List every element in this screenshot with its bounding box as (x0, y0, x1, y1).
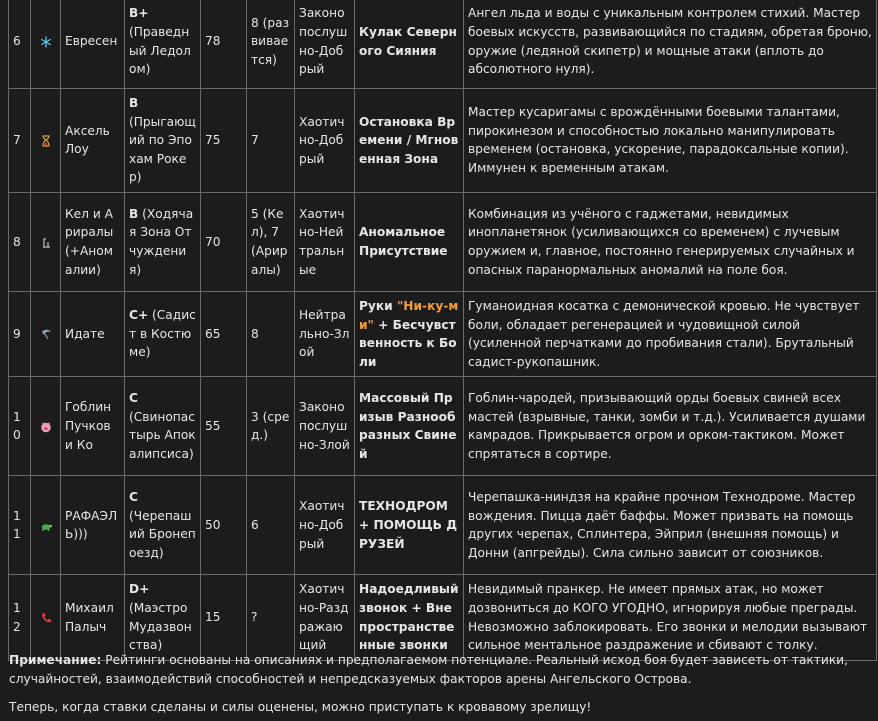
table-row (9, 377, 877, 476)
alignment: Нейтрально-Злой (295, 291, 355, 376)
row-number: 9 (9, 291, 31, 376)
note-label: Примечание: (9, 653, 102, 667)
rank-grade: B (129, 206, 139, 221)
power-score: 50 (201, 476, 247, 575)
signature-ability: Надоедливый звонок + Внепространственные звонки (355, 575, 464, 660)
pig-icon (31, 377, 61, 476)
row-number: 12 (9, 575, 31, 660)
power-score: 55 (201, 377, 247, 476)
table-row (9, 192, 877, 291)
ranking-table (8, 0, 877, 661)
signature-ability: Кулак Северного Сияния (355, 0, 464, 89)
rank-cell (125, 575, 201, 660)
description: Мастер кусаригамы с врождёнными боевыми талантами, пирокинезом и способностью локально манипулировать временем (остановка, ускорение, парадоксальные копии). Иммунен к временным атакам. (464, 89, 877, 193)
speed-value: 3 (сред.) (247, 377, 295, 476)
rank-title: (Праведный Ледолом) (129, 24, 191, 77)
rank-cell (125, 89, 201, 193)
row-number: 8 (9, 192, 31, 291)
signature-ability: Остановка Времени / Мгновенная Зона (355, 89, 464, 193)
ability-suffix: + Бесчувственность к Боли (359, 317, 457, 369)
power-score: 15 (201, 575, 247, 660)
notes-section (9, 651, 869, 717)
turtle-icon (31, 476, 61, 575)
alignment: Хаотично-Добрый (295, 476, 355, 575)
rating-note (9, 651, 869, 688)
rank-title: (Ходячая Зона Отчуждения) (129, 206, 194, 277)
scythe-icon (31, 291, 61, 376)
power-score: 78 (201, 0, 247, 89)
ability-highlight: "Ни-ку-ми" (359, 298, 459, 332)
character-name: Аксель Лоу (61, 89, 125, 193)
description: Гоблин-чародей, призывающий орды боевых свиней всех мастей (взрывные, танки, зомби и т.д.). Усиливается душами камрадов. Прикрывается огром и орком-тактиком. Может спрятаться в сортире. (464, 377, 877, 476)
power-score: 70 (201, 192, 247, 291)
rank-grade: D+ (129, 582, 150, 597)
rank-grade: C (129, 490, 138, 505)
signature-ability: Аномальное Присутствие (355, 192, 464, 291)
rank-cell (125, 377, 201, 476)
row-number: 11 (9, 476, 31, 575)
speed-value: 6 (247, 476, 295, 575)
row-number: 7 (9, 89, 31, 193)
speed-value: 8 (развивается) (247, 0, 295, 89)
speed-value: 7 (247, 89, 295, 193)
table-row (9, 476, 877, 575)
row-number: 10 (9, 377, 31, 476)
character-name: Гоблин Пучков и Ко (61, 377, 125, 476)
rank-title: (Свинопастырь Апокалипсиса) (129, 409, 196, 461)
row-number: 6 (9, 0, 31, 89)
rank-title: (Черепаший Бронепоезд) (129, 508, 196, 560)
character-name: Михаил Палыч (61, 575, 125, 660)
snowflake-icon (31, 0, 61, 89)
description: Невидимый пранкер. Не имеет прямых атак, но может дозвониться до КОГО УГОДНО, игнорируя любые преграды. Невозможно заблокировать. Его звонки и мелодии вызывают сильное ментальное раздражение и сбивают с толку. (464, 575, 877, 660)
alignment: Хаотично-Нейтральные (295, 192, 355, 291)
alignment: Законопослушно-Злой (295, 377, 355, 476)
rank-cell (125, 0, 201, 89)
speed-value: 5 (Кел), 7 (Арирaлы) (247, 192, 295, 291)
alignment: Хаотично-Добрый (295, 89, 355, 193)
rank-cell (125, 291, 201, 376)
ufo-icon (31, 192, 61, 291)
ability-prefix: Руки (359, 298, 397, 313)
power-score: 75 (201, 89, 247, 193)
character-name: РАФАЭЛЬ))) (61, 476, 125, 575)
speed-value: ? (247, 575, 295, 660)
rank-grade: C+ (129, 308, 149, 323)
power-score: 65 (201, 291, 247, 376)
rank-grade: C (129, 391, 138, 406)
description: Черепашка-ниндзя на крайне прочном Технодроме. Мастер вождения. Пицца даёт баффы. Может призвать на помощь других черепах, Сплинтера, Эйприл (внешняя помощь) и Донни (апгрейды). Сила сильно зависит от союзников. (464, 476, 877, 575)
signature-ability: ТЕХНОДРОМ + ПОМОЩЬ ДРУЗЕЙ (355, 476, 464, 575)
description: Комбинация из учёного с гаджетами, невидимых инопланетянок (усиливающихся со временем) с лучевым оружием и, главное, постоянно генерируемых случайных и опасных паранормальных аномалий на поле боя. (464, 192, 877, 291)
description: Гуманоидная косатка с демонической кровью. Не чувствует боли, обладает регенерацией и чудовищной силой (усиленной перчатками до пробивания стали). Брутальный садист-рукопашник. (464, 291, 877, 376)
note-text: Рейтинги основаны на описаниях и предполагаемом потенциале. Реальный исход боя будет зависеть от тактики, случайностей, взаимодействий способностей и непредсказуемых факторов арены Ангельского Острова. (9, 653, 848, 686)
hourglass-icon (31, 89, 61, 193)
character-name: Кел и Арирaлы (+Аномалии) (61, 192, 125, 291)
table-row (9, 0, 877, 89)
rank-cell (125, 192, 201, 291)
speed-value: 8 (247, 291, 295, 376)
rank-grade: B (129, 96, 139, 110)
character-name: Идате (61, 291, 125, 376)
rank-cell (125, 476, 201, 575)
alignment: Хаотично-Раздражающий (295, 575, 355, 660)
table-row (9, 291, 877, 376)
character-name: Евресен (61, 0, 125, 89)
phone-icon (31, 575, 61, 660)
alignment: Законопослушно-Добрый (295, 0, 355, 89)
signature-ability (355, 291, 464, 376)
rank-grade: B+ (129, 6, 149, 21)
rank-title: (Маэстро Мудазвонства) (129, 600, 192, 653)
description: Ангел льда и воды с уникальным контролем стихий. Мастер боевых искусств, развивающийся по стадиям, обретая броню, оружие (ледяной скипетр) и мощные атаки (вплоть до абсолютного нуля). (464, 0, 877, 89)
table-row (9, 575, 877, 660)
closing-line: Теперь, когда ставки сделаны и силы оценены, можно приступать к кровавому зрелищу! (9, 700, 592, 715)
rank-title: (Прыгающий по Эпохам Рокер) (129, 114, 196, 185)
table-row (9, 89, 877, 193)
rank-title: (Садист в Костюме) (129, 308, 196, 360)
signature-ability: Массовый Призыв Разнообразных Свиней (355, 377, 464, 476)
